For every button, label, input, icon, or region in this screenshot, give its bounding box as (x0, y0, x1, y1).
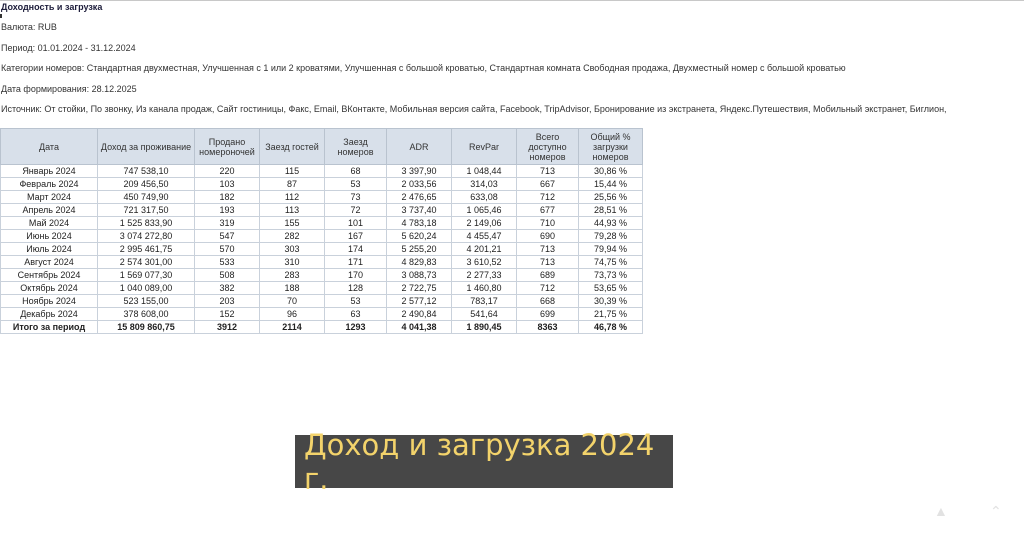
table-header-row (1, 129, 643, 165)
table-cell: 101 (325, 217, 387, 230)
table-cell: 570 (195, 243, 260, 256)
top-divider (0, 0, 1024, 1)
table-cell: 2114 (260, 321, 325, 334)
table-cell: 1 065,46 (452, 204, 517, 217)
table-cell: 30,86 % (579, 165, 643, 178)
table-cell: 689 (517, 269, 579, 282)
table-cell: 203 (195, 295, 260, 308)
table-cell: 167 (325, 230, 387, 243)
table-cell: 667 (517, 178, 579, 191)
table-row (1, 243, 643, 256)
table-cell: 3 088,73 (387, 269, 452, 282)
table-cell: 2 722,75 (387, 282, 452, 295)
table-cell: 46,78 % (579, 321, 643, 334)
table-cell: 44,93 % (579, 217, 643, 230)
table-cell: 8363 (517, 321, 579, 334)
table-cell: 53,65 % (579, 282, 643, 295)
table-cell: Сентябрь 2024 (1, 269, 98, 282)
table-cell: 690 (517, 230, 579, 243)
table-cell: 1 525 833,90 (98, 217, 195, 230)
col-guest-arrivals: Заезд гостей (260, 129, 325, 165)
col-date: Дата (1, 129, 98, 165)
table-cell: 5 620,24 (387, 230, 452, 243)
table-cell: 4 829,83 (387, 256, 452, 269)
table-row (1, 269, 643, 282)
table-cell: Ноябрь 2024 (1, 295, 98, 308)
table-cell: 747 538,10 (98, 165, 195, 178)
table-cell: 79,94 % (579, 243, 643, 256)
table-cell: 209 456,50 (98, 178, 195, 191)
table-cell: Декабрь 2024 (1, 308, 98, 321)
table-cell: 2 277,33 (452, 269, 517, 282)
table-cell: 4 201,21 (452, 243, 517, 256)
col-nights-sold: Продано номероночей (195, 129, 260, 165)
table-body (1, 165, 643, 334)
table-cell: 5 255,20 (387, 243, 452, 256)
table-cell: 193 (195, 204, 260, 217)
table-cell: 128 (325, 282, 387, 295)
table-cell: 710 (517, 217, 579, 230)
table-cell: 282 (260, 230, 325, 243)
table-cell: 3 074 272,80 (98, 230, 195, 243)
table-cell: 3 397,90 (387, 165, 452, 178)
table-cell: 314,03 (452, 178, 517, 191)
table-cell: 68 (325, 165, 387, 178)
table-cell: 72 (325, 204, 387, 217)
table-cell: 783,17 (452, 295, 517, 308)
currency-line: Валюта: RUB (1, 22, 57, 32)
table-cell: 713 (517, 165, 579, 178)
table-cell: 713 (517, 243, 579, 256)
table-cell: 4 783,18 (387, 217, 452, 230)
table-cell: 677 (517, 204, 579, 217)
col-adr: ADR (387, 129, 452, 165)
table-cell: 310 (260, 256, 325, 269)
col-revpar: RevPar (452, 129, 517, 165)
table-cell: 2 577,12 (387, 295, 452, 308)
table-cell: 113 (260, 204, 325, 217)
table-cell: 3 737,40 (387, 204, 452, 217)
table-cell: 382 (195, 282, 260, 295)
table-cell: 188 (260, 282, 325, 295)
table-cell: 1 460,80 (452, 282, 517, 295)
table-cell: 699 (517, 308, 579, 321)
table-cell: 21,75 % (579, 308, 643, 321)
table-cell: 1 890,45 (452, 321, 517, 334)
triangle-icon: ▲ (934, 503, 948, 519)
table-cell: 1 569 077,30 (98, 269, 195, 282)
table-cell: 63 (325, 308, 387, 321)
table-cell: 112 (260, 191, 325, 204)
table-cell: 2 995 461,75 (98, 243, 195, 256)
table-cell: 4 041,38 (387, 321, 452, 334)
table-cell: Апрель 2024 (1, 204, 98, 217)
table-cell: 79,28 % (579, 230, 643, 243)
table-cell: 712 (517, 282, 579, 295)
table-cell: 4 455,47 (452, 230, 517, 243)
col-available-rooms: Всего доступно номеров (517, 129, 579, 165)
col-revenue: Доход за проживание (98, 129, 195, 165)
table-cell: 152 (195, 308, 260, 321)
table-cell: 319 (195, 217, 260, 230)
table-row (1, 191, 643, 204)
table-row (1, 308, 643, 321)
table-cell: 378 608,00 (98, 308, 195, 321)
table-cell: Февраль 2024 (1, 178, 98, 191)
table-cell: 73 (325, 191, 387, 204)
table-cell: 25,56 % (579, 191, 643, 204)
table-cell: 303 (260, 243, 325, 256)
table-cell: 668 (517, 295, 579, 308)
period-line: Период: 01.01.2024 - 31.12.2024 (1, 43, 136, 53)
table-row (1, 230, 643, 243)
total-row (1, 321, 643, 334)
table-cell: 3912 (195, 321, 260, 334)
table-row (1, 165, 643, 178)
table-cell: Октябрь 2024 (1, 282, 98, 295)
table-cell: 115 (260, 165, 325, 178)
table-cell: Июнь 2024 (1, 230, 98, 243)
report-title: Доходность и загрузка (1, 2, 103, 12)
table-cell: Август 2024 (1, 256, 98, 269)
table-cell: Июль 2024 (1, 243, 98, 256)
table-cell: 3 610,52 (452, 256, 517, 269)
table-cell: Март 2024 (1, 191, 98, 204)
categories-line: Категории номеров: Стандартная двухместная, Улучшенная с 1 или 2 кроватями, Улучшенная с большой кроватью, Стандартная комната Свободная продажа, Двухместный номер с большой кроватью (1, 63, 846, 73)
table-cell: 15 809 860,75 (98, 321, 195, 334)
table-cell: 533 (195, 256, 260, 269)
table-cell: 53 (325, 178, 387, 191)
banner-text: Доход и загрузка 2024 г. (304, 427, 655, 496)
table-cell: 28,51 % (579, 204, 643, 217)
table-row (1, 178, 643, 191)
col-room-arrivals: Заезд номеров (325, 129, 387, 165)
table-cell: 2 574 301,00 (98, 256, 195, 269)
table-row (1, 256, 643, 269)
table-cell: 541,64 (452, 308, 517, 321)
table-cell: 2 476,65 (387, 191, 452, 204)
table-cell: 174 (325, 243, 387, 256)
table-cell: 2 149,06 (452, 217, 517, 230)
table-cell: 721 317,50 (98, 204, 195, 217)
table-cell: 103 (195, 178, 260, 191)
table-row (1, 282, 643, 295)
table-cell: 283 (260, 269, 325, 282)
table-cell: 70 (260, 295, 325, 308)
table-cell: 15,44 % (579, 178, 643, 191)
title-marker (0, 14, 2, 18)
table-cell: 2 490,84 (387, 308, 452, 321)
table-cell: 87 (260, 178, 325, 191)
created-date-line: Дата формирования: 28.12.2025 (1, 84, 137, 94)
table-cell: 1293 (325, 321, 387, 334)
table-cell: 220 (195, 165, 260, 178)
table-cell: 508 (195, 269, 260, 282)
video-caption-banner (295, 427, 673, 496)
table-cell: 712 (517, 191, 579, 204)
table-cell: 182 (195, 191, 260, 204)
table-cell: 523 155,00 (98, 295, 195, 308)
table-cell: 547 (195, 230, 260, 243)
source-line: Источник: От стойки, По звонку, Из канала продаж, Сайт гостиницы, Факс, Email, ВКонтакте, Мобильная версия сайта, Facebook, TripAdvisor, Бронирование из экстранета, Яндекс.Путешествия, Мобильный экстранет, Биглион, (1, 104, 947, 114)
table-cell: 96 (260, 308, 325, 321)
table-cell: 1 040 089,00 (98, 282, 195, 295)
chevron-up-icon: ⌃ (990, 503, 1002, 519)
table-cell: Май 2024 (1, 217, 98, 230)
table-cell: 633,08 (452, 191, 517, 204)
table-cell: Январь 2024 (1, 165, 98, 178)
table-cell: 73,73 % (579, 269, 643, 282)
table-cell: 1 048,44 (452, 165, 517, 178)
table-cell: 2 033,56 (387, 178, 452, 191)
table-cell: 450 749,90 (98, 191, 195, 204)
table-cell: 53 (325, 295, 387, 308)
table-row (1, 295, 643, 308)
table-cell: 713 (517, 256, 579, 269)
table-cell: 155 (260, 217, 325, 230)
col-occupancy: Общий % загрузки номеров (579, 129, 643, 165)
table-cell: 170 (325, 269, 387, 282)
table-cell: 171 (325, 256, 387, 269)
table-row (1, 204, 643, 217)
table-cell: Итого за период (1, 321, 98, 334)
table-row (1, 217, 643, 230)
revenue-occupancy-table (0, 128, 643, 334)
table-cell: 30,39 % (579, 295, 643, 308)
table-cell: 74,75 % (579, 256, 643, 269)
